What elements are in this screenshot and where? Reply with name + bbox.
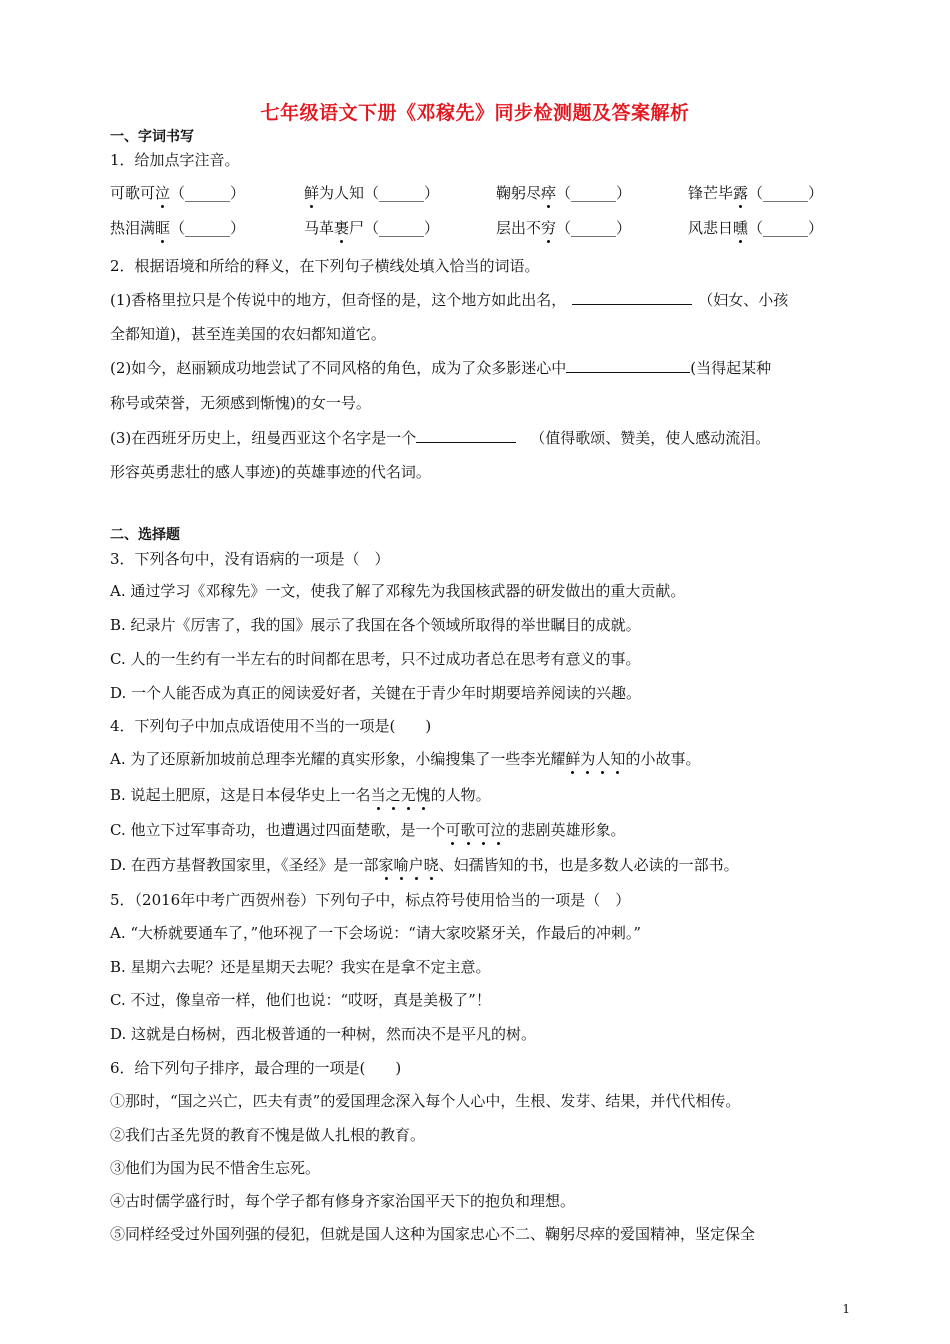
- dotted-char: 知: [610, 750, 626, 768]
- sentence-6-3: ③他们为国为民不惜舍生忘死。: [110, 1159, 321, 1177]
- dotted-char: 家: [378, 856, 394, 874]
- dotted-char: 愧: [415, 786, 431, 804]
- dotted-idiom: [371, 786, 431, 804]
- word-item: 热泪满眶（______）: [110, 219, 246, 237]
- option-4a: A. 为了还原新加坡前总理李光耀的真实形象，小编搜集了一些李光耀鲜为人知的小故事。: [110, 750, 701, 768]
- option-5c: C. 不过，像皇帝一样，他们也说：“哎呀，真是美极了”！: [110, 991, 491, 1009]
- question-2: 2．根据语境和所给的释义，在下列句子横线处填入恰当的词语。: [110, 257, 540, 275]
- option-4d: D. 在西方基督教国家里，《圣经》是一部家喻户晓、妇孺皆知的书，也是多数人必读的一部书。: [110, 856, 739, 874]
- sentence-6-5: ⑤同样经受过外国列强的侵犯，但就是国人这种为国家忠心不二、鞠躬尽瘁的爱国精神，坚定保全: [110, 1225, 756, 1243]
- question-4: 4．下列句子中加点成语使用不当的一项是( ): [110, 717, 432, 735]
- dotted-char: 之: [385, 786, 401, 804]
- word-item: 风悲日曛（______）: [688, 219, 824, 237]
- option-5d: D. 这就是白杨树，西北极普通的一种树，然而决不是平凡的树。: [110, 1025, 537, 1043]
- page-number: 1: [842, 1302, 850, 1316]
- option-4b: B. 说起土肥原，这是日本侵华史上一名当之无愧的人物。: [110, 786, 491, 804]
- page-title: 七年级语文下册《邓稼先》同步检测题及答案解析: [260, 102, 690, 124]
- question-5: 5．（2016年中考广西贺州卷）下列句子中，标点符号使用恰当的一项是（ ）: [110, 891, 631, 909]
- answer-blank[interactable]: [566, 358, 690, 373]
- sentence-6-2: ②我们古圣先贤的教育不愧是做人扎根的教育。: [110, 1126, 426, 1144]
- dotted-char: 可: [475, 821, 491, 839]
- sentence-6-4: ④古时儒学盛行时，每个学子都有修身齐家治国平天下的抱负和理想。: [110, 1192, 576, 1210]
- question-2-1: (1)香格里拉只是个传说中的地方，但奇怪的是，这个地方如此出名， （妇女、小孩: [110, 291, 789, 309]
- word-item: 马革裹尸（______）: [304, 219, 440, 237]
- section-heading-2: 二、选择题: [110, 527, 180, 543]
- word-item: 可歌可泣（______）: [110, 184, 246, 202]
- dotted-idiom: [445, 821, 505, 839]
- dotted-char: 喻: [393, 856, 409, 874]
- dotted-char: 泣: [490, 821, 506, 839]
- question-2-2: (2)如今，赵丽颖成功地尝试了不同风格的角色，成为了众多影迷心中 (当得起某种: [110, 359, 772, 377]
- answer-blank[interactable]: [572, 290, 692, 305]
- word-item: 鲜为人知（______）: [304, 184, 440, 202]
- section-heading-1: 一、字词书写: [110, 129, 194, 145]
- dotted-char: 可: [445, 821, 461, 839]
- dotted-char: 无: [400, 786, 416, 804]
- dotted-char: 晓: [423, 856, 439, 874]
- dotted-char: 歌: [460, 821, 476, 839]
- sentence-6-1: ①那时，“国之兴亡，匹夫有责”的爱国理念深入每个人心中，生根、发芽、结果，并代代相传。: [110, 1092, 741, 1110]
- word-item: 层出不穷（______）: [496, 219, 632, 237]
- option-5b: B. 星期六去呢？还是星期天去呢？我实在是拿不定主意。: [110, 958, 491, 976]
- dotted-char: 为: [580, 750, 596, 768]
- word-item: 锋芒毕露（______）: [688, 184, 824, 202]
- option-4c: C. 他立下过军事奇功，也遭遇过四面楚歌，是一个可歌可泣的悲剧英雄形象。: [110, 821, 626, 839]
- dotted-char: 鲜: [565, 750, 581, 768]
- question-2-2-cont: 称号或荣誉，无须感到惭愧)的女一号。: [110, 394, 371, 412]
- dotted-char: 当: [370, 786, 386, 804]
- dotted-char: 人: [595, 750, 611, 768]
- word-item: 鞠躬尽瘁（______）: [496, 184, 632, 202]
- question-2-3: (3)在西班牙历史上，纽曼西亚这个名字是一个 （值得歌颂、赞美，使人感动流泪。: [110, 429, 771, 447]
- question-3: 3．下列各句中，没有语病的一项是（ ）: [110, 550, 390, 568]
- option-5a: A. “大桥就要通车了，”他环视了一下会场说：“请大家咬紧牙关，作最后的冲刺。”: [110, 924, 642, 942]
- option-3b: B. 纪录片《厉害了，我的国》展示了我国在各个领域所取得的举世瞩目的成就。: [110, 616, 641, 634]
- dotted-idiom: [565, 750, 625, 768]
- answer-blank[interactable]: [416, 428, 516, 443]
- question-2-3-cont: 形容英勇悲壮的感人事迹)的英雄事迹的代名词。: [110, 463, 431, 481]
- dotted-char: 户: [408, 856, 424, 874]
- option-3c: C. 人的一生约有一半左右的时间都在思考，只不过成功者总在思考有意义的事。: [110, 650, 641, 668]
- question-2-1-cont: 全都知道)，甚至连美国的农妇都知道它。: [110, 325, 386, 343]
- question-1: 1．给加点字注音。: [110, 151, 240, 169]
- option-3a: A. 通过学习《邓稼先》一文，使我了解了邓稼先为我国核武器的研发做出的重大贡献。: [110, 582, 686, 600]
- dotted-idiom: [379, 856, 439, 874]
- option-3d: D. 一个人能否成为真正的阅读爱好者，关键在于青少年时期要培养阅读的兴趣。: [110, 684, 642, 702]
- question-6: 6．给下列句子排序，最合理的一项是( ): [110, 1059, 402, 1077]
